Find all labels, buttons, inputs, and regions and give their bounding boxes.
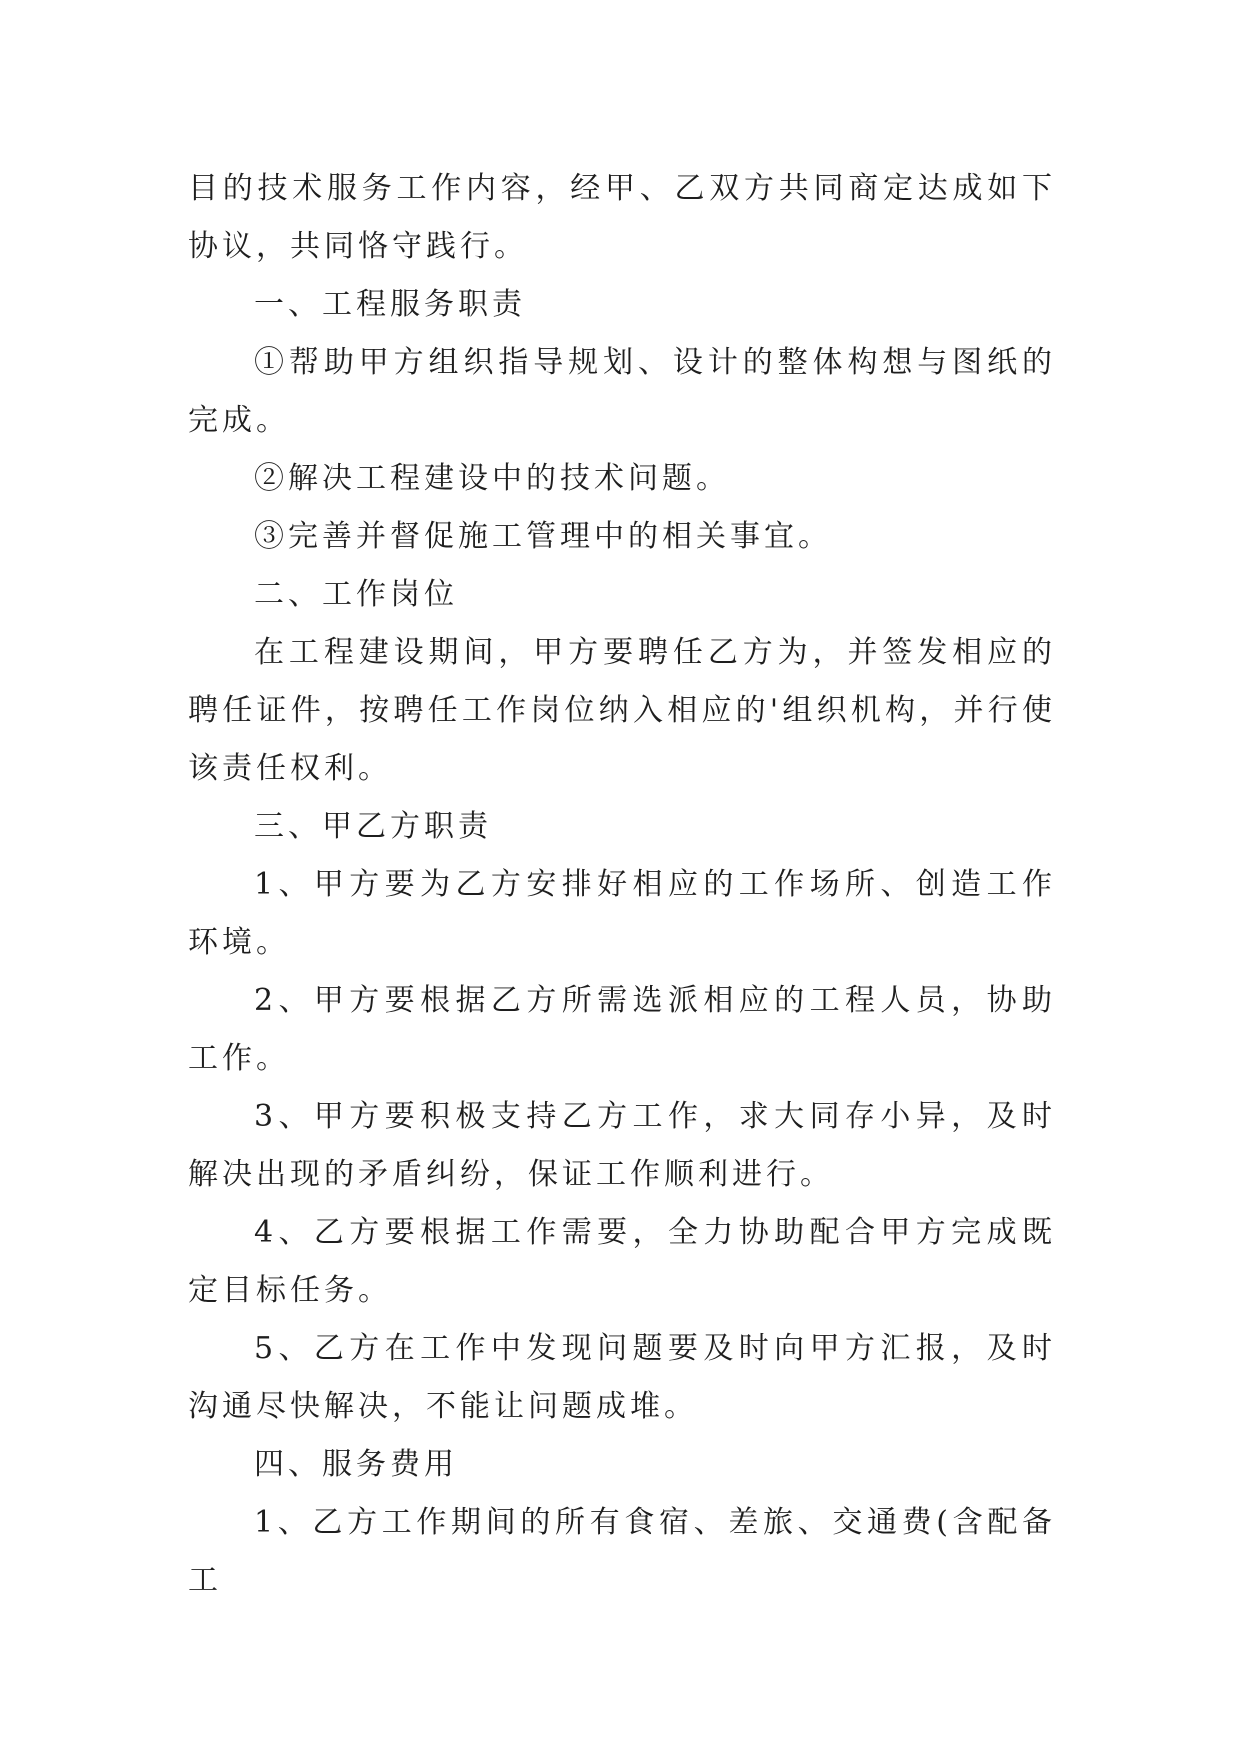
paragraph-work-position: 在工程建设期间，甲方要聘任乙方为，并签发相应的聘任证件，按聘任工作岗位纳入相应的'组织机构，并行使该责任权利。 xyxy=(188,635,1056,786)
party-duty-item-4: 4、乙方要根据工作需要，全力协助配合甲方完成既定目标任务。 xyxy=(188,1215,1056,1308)
document-body xyxy=(188,160,1056,1610)
section-heading-work-position: 二、工作岗位 xyxy=(254,577,458,612)
paragraph-intro-continuation: 目的技术服务工作内容，经甲、乙双方共同商定达成如下协议，共同恪守践行。 xyxy=(188,171,1056,264)
party-duty-item-1: 1、甲方要为乙方安排好相应的工作场所、创造工作环境。 xyxy=(188,867,1056,960)
duty-item-3: ③完善并督促施工管理中的相关事宜。 xyxy=(254,519,832,554)
section-heading-party-duties: 三、甲乙方职责 xyxy=(254,809,492,844)
duty-item-2: ②解决工程建设中的技术问题。 xyxy=(254,461,730,496)
section-heading-engineering-duties: 一、工程服务职责 xyxy=(254,287,526,322)
section-heading-service-fees: 四、服务费用 xyxy=(254,1447,458,1482)
duty-item-1: ①帮助甲方组织指导规划、设计的整体构想与图纸的完成。 xyxy=(188,345,1056,438)
party-duty-item-2: 2、甲方要根据乙方所需选派相应的工程人员，协助工作。 xyxy=(188,983,1056,1076)
party-duty-item-5: 5、乙方在工作中发现问题要及时向甲方汇报，及时沟通尽快解决，不能让问题成堆。 xyxy=(188,1331,1056,1424)
service-fee-item-1: 1、乙方工作期间的所有食宿、差旅、交通费(含配备工 xyxy=(188,1505,1056,1598)
party-duty-item-3: 3、甲方要积极支持乙方工作，求大同存小异，及时解决出现的矛盾纠纷，保证工作顺利进行。 xyxy=(188,1099,1056,1192)
